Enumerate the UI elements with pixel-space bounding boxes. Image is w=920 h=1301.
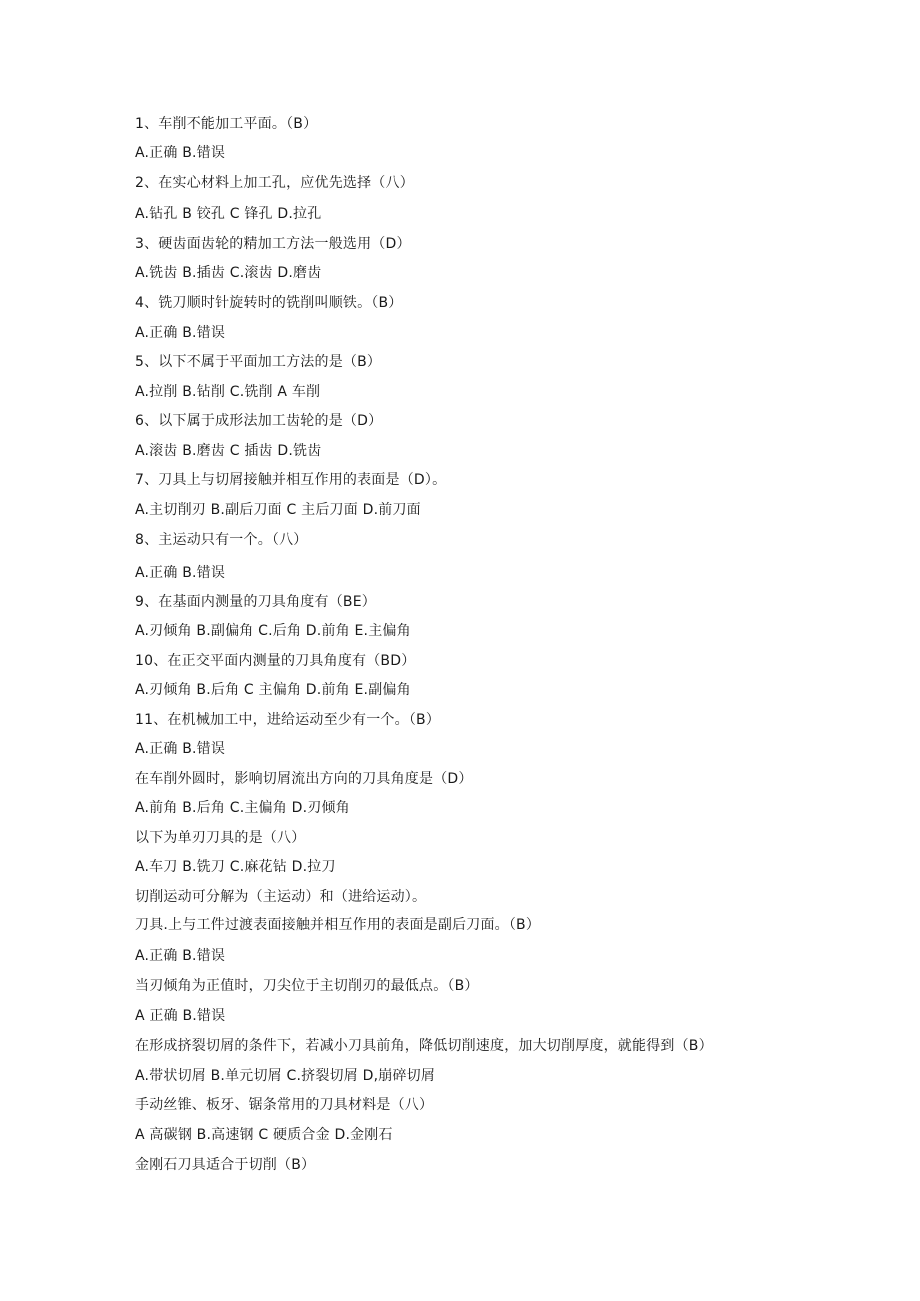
question-line: 手动丝锥、板牙、锯条常用的刀具材料是（八）: [135, 1097, 434, 1113]
answer-options-line: A.滚齿 B.磨齿 C 插齿 D.铣齿: [135, 443, 322, 459]
question-line: 7、刀具上与切屑接触并相互作用的表面是（D）。: [135, 472, 447, 488]
question-line: 3、硬齿面齿轮的精加工方法一般选用（D）: [135, 236, 411, 252]
answer-options-line: A.钻孔 B 铰孔 C 锋孔 D.拉孔: [135, 206, 322, 222]
question-line: 当刃倾角为正值时，刀尖位于主切削刃的最低点。（B）: [135, 978, 479, 994]
answer-options-line: A.带状切屑 B.单元切屑 C.挤裂切屑 D,崩碎切屑: [135, 1068, 436, 1084]
question-line: 金刚石刀具适合于切削（B）: [135, 1157, 316, 1173]
question-line: 在形成挤裂切屑的条件下，若减小刀具前角，降低切削速度，加大切削厚度，就能得到（B）: [135, 1038, 713, 1054]
question-line: 5、以下不属于平面加工方法的是（B）: [135, 354, 382, 370]
question-line: 在车削外圆时，影响切屑流出方向的刀具角度是（D）: [135, 771, 473, 787]
question-line: 9、在基面内测量的刀具角度有（BE）: [135, 594, 376, 610]
answer-options-line: A.刃倾角 B.后角 C 主偏角 D.前角 E.副偏角: [135, 682, 411, 698]
answer-options-line: A.拉削 B.钻削 C.铣削 A 车削: [135, 384, 321, 400]
question-line: 2、在实心材料上加工孔，应优先选择（八）: [135, 175, 414, 191]
question-line: 切削运动可分解为（主运动）和（进给运动）。: [135, 889, 427, 905]
answer-options-line: A.前角 B.后角 C.主偏角 D.刃倾角: [135, 800, 350, 816]
question-line: 刀具.上与工件过渡表面接触并相互作用的表面是副后刀面。（B）: [135, 917, 541, 933]
answer-options-line: A.铣齿 B.插齿 C.滚齿 D.磨齿: [135, 265, 322, 281]
answer-options-line: A 正确 B.错误: [135, 1008, 226, 1024]
question-line: 8、主运动只有一个。（八）: [135, 532, 308, 548]
question-line: 6、以下属于成形法加工齿轮的是（D）: [135, 413, 383, 429]
question-line: 11、在机械加工中，进给运动至少有一个。（B）: [135, 712, 441, 728]
answer-options-line: A.刃倾角 B.副偏角 C.后角 D.前角 E.主偏角: [135, 623, 411, 639]
question-line: 1、车削不能加工平面。（B）: [135, 116, 318, 132]
answer-options-line: A.车刀 B.铣刀 C.麻花钻 D.拉刀: [135, 859, 336, 875]
answer-options-line: A.正确 B.错误: [135, 741, 226, 757]
answer-options-line: A.主切削刃 B.副后刀面 C 主后刀面 D.前刀面: [135, 502, 421, 518]
answer-options-line: A.正确 B.错误: [135, 948, 226, 964]
question-line: 以下为单刃刀具的是（八）: [135, 830, 306, 846]
answer-options-line: A.正确 B.错误: [135, 325, 226, 341]
answer-options-line: A.正确 B.错误: [135, 145, 226, 161]
answer-options-line: A.正确 B.错误: [135, 565, 226, 581]
question-line: 10、在正交平面内测量的刀具角度有（BD）: [135, 653, 416, 669]
question-line: 4、铣刀顺时针旋转时的铣削叫顺铁。（B）: [135, 295, 403, 311]
answer-options-line: A 高碳钢 B.高速钢 C 硬质合金 D.金刚石: [135, 1127, 393, 1143]
